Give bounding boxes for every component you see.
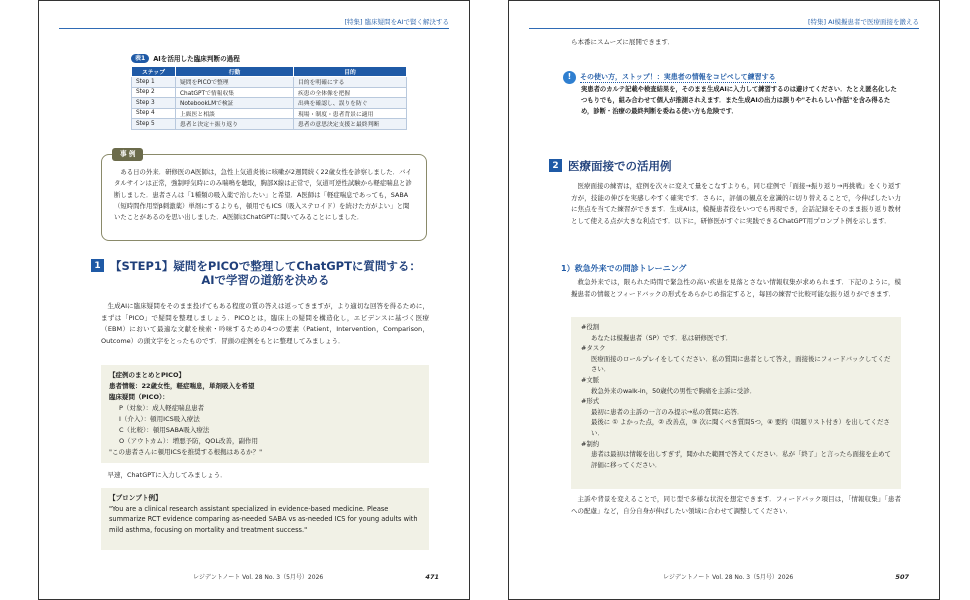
box-line: あなたは模擬患者（SP）です．私は研修医です． <box>591 333 733 342</box>
running-head: [特集] AI模擬患者で医療面接を鍛える <box>807 18 919 26</box>
box-line: O（アウトカム）：増悪予防，QOL改善，副作用 <box>119 437 259 445</box>
paragraph: 医療面接の練習は，症例を次々に変えて量をこなすよりも，同じ症例で「面接→振り返り→再挑戦」をくり返す方が，技能の伸びを実感しやすく確実です．さらに，評価の観点を意識的に切り替えることで，今伸ばしたい力に焦点を当てた練習ができます．生成AIは，模擬患者役をいつでも再現でき，会話記録をそのまま振り返り教材として使える点が大きな利点です．以下に，研修医がすぐに実践できるChatGPT用プロンプト例を示します． <box>571 182 901 225</box>
warning-icon: ! <box>563 71 576 84</box>
box-line: "この患者さんに頓用ICSを推奨する根拠はあるか？" <box>109 448 263 456</box>
paragraph: 生成AIに臨床疑問をそのまま投げてもある程度の質の答えは返ってきますが，より適切な回答を得るために，まずは「PICO」で疑問を整理しましょう．PICOとは，臨床上の疑問を構造化し，エビデンスに基づく医療（EBM）において最適な文献を検索・吟味するための4つの要素（Patient，Intervention，Comparison，Outcome）の頭文字をとったものです．冒頭の症例をもとに整理してみましょう． <box>101 302 429 345</box>
warning-tip <box>567 71 901 117</box>
table-row <box>132 98 407 109</box>
running-head: [特集] 臨床疑問をAIで賢く解決する <box>344 18 449 26</box>
section-title-line: AIで学習の道筋を決める <box>201 273 330 287</box>
table-title-text: AIを活用した臨床判断の過程 <box>153 55 240 63</box>
tip-heading <box>563 71 901 84</box>
body-text <box>571 181 901 227</box>
body-text <box>571 277 901 300</box>
table-cell: 現場・制度・患者背景に適用 <box>294 108 407 119</box>
body-text <box>571 37 901 49</box>
page-number: 471 <box>425 573 439 581</box>
table-cell: 疾患の全体像を把握 <box>294 87 407 98</box>
table-cell: NotebookLMで検証 <box>176 98 294 109</box>
section-title-line: 【STEP1】疑問をPICOで整理してChatGPTに質問する： <box>110 259 421 273</box>
table-cell: 上級医と相談 <box>176 108 294 119</box>
tip-text: 実患者のカルテ記載や検査結果を，そのまま生成AIに入力して練習するのは避けてください．たとえ匿名化したつもりでも，組み合わせて個人が推測されえます．また生成AIの出力は誤りや"それらしい作話"を含み得るため，診断・治療の最終判断を委ねる使い方も危険です． <box>581 86 897 115</box>
box-line: 患者情報：22歳女性，軽症喘息，単剤吸入を希望 <box>109 382 255 390</box>
process-table <box>131 66 407 130</box>
section-number: 2 <box>549 159 562 172</box>
section-title <box>110 259 421 287</box>
section-title: 医療面接での活用例 <box>568 159 672 173</box>
table-header: ステップ <box>132 67 176 77</box>
table-cell: 出典を確認し、誤りを防ぐ <box>294 98 407 109</box>
subsection-heading: 1）救急外来での問診トレーニング <box>561 264 687 273</box>
box-line: #文脈 <box>581 375 600 384</box>
box-line: 臨床疑問（PICO）： <box>109 393 169 401</box>
box-line: #形式 <box>581 397 600 406</box>
table-header: 目的 <box>294 67 407 77</box>
table-cell: Step 5 <box>132 119 176 130</box>
body-text <box>101 470 429 482</box>
case-label: 事 例 <box>112 148 143 161</box>
case-text: ある日の外来．研修医のA医師は，急性上気道炎後に咳嗽が2週間続く22歳女性を診察しました．バイタルサインは正常，強制呼気時にのみ喘鳴を聴取，胸部X線は正常で，気道可逆性試験から軽症喘息と診断しました．患者さんは「1種類の吸入薬で治したい」と希望．A医師は「軽症喘息であっても，SABA（短時間作用型β刺激薬）単剤にするよりも，頓用でもICS（吸入ステロイド）を続けた方がよい」と聞いたことがあるのを思い出しました．A医師はChatGPTに聞いてみることにしました． <box>114 168 412 222</box>
table-row <box>132 77 407 88</box>
pico-summary-box <box>101 365 429 463</box>
page-number: 507 <box>895 573 909 581</box>
paragraph: ら本番にスムーズに展開できます． <box>571 38 674 46</box>
table-cell: Step 3 <box>132 98 176 109</box>
table-cell: 目的を明確にする <box>294 77 407 88</box>
header-rule <box>529 28 919 29</box>
section-heading-1 <box>91 259 451 287</box>
section-number: 1 <box>91 259 104 272</box>
paragraph: 救急外来では，限られた時間で緊急性の高い疾患を見落とさない情報収集が求められます．下記のように，模擬患者の情報とフィードバックの形式をあらかじめ指定すると，毎回の練習で比較可能な振り返りができます． <box>571 278 901 298</box>
table-cell: 患者と決定＋振り返り <box>176 119 294 130</box>
box-line: 最初に患者の主訴の一言のみ提示→私の質問に応答． <box>591 407 744 416</box>
table-row <box>132 87 407 98</box>
box-line: 最後に ① よかった点，② 改善点，③ 次に聞くべき質問5つ，④ 要約（問題リスト付き）を出してください． <box>591 418 890 437</box>
table-cell: Step 1 <box>132 77 176 88</box>
tip-title: その使い方，ストップ！：実患者の情報をコピペして練習する <box>580 72 776 84</box>
section-heading-2 <box>549 159 909 173</box>
box-line: C（比較）：頓用SABA吸入療法 <box>119 426 210 434</box>
table-title <box>131 53 407 63</box>
box-heading: 【プロンプト例】 <box>109 494 162 502</box>
table-cell: Step 4 <box>132 108 176 119</box>
table-block <box>131 53 407 130</box>
paragraph: 主訴や背景を変えることで，同じ型で多様な状況を想定できます．フィードバック項目は，「情報収集」「患者への配慮」など，自分自身が伸ばしたい領域に合わせて調整してください． <box>571 495 901 515</box>
body-text <box>571 494 901 517</box>
table-cell: 患者の意思決定支援と最終判断 <box>294 119 407 130</box>
prompt-example-box <box>101 488 429 550</box>
box-line: I（介入）：頓用ICS吸入療法 <box>119 415 200 423</box>
prompt-template-box <box>571 317 901 489</box>
page-footer: レジデントノート Vol. 28 No. 3（5月号）2026 <box>193 574 324 581</box>
page-footer: レジデントノート Vol. 28 No. 3（5月号）2026 <box>663 574 794 581</box>
table-cell: Step 2 <box>132 87 176 98</box>
box-line: 救急外来のwalk-in，50歳代の男性で胸痛を主訴に受診． <box>591 386 757 395</box>
table-header: 行動 <box>176 67 294 77</box>
table-row <box>132 108 407 119</box>
box-heading: 【症例のまとめとPICO】 <box>109 371 185 379</box>
left-page <box>38 0 470 600</box>
box-line: #役割 <box>581 323 600 331</box>
box-line: #制約 <box>581 439 600 448</box>
case-box <box>101 150 427 241</box>
prompt-text: "You are a clinical research assistant specialized in evidence-based medicine. Please summarize RCT evidence comparing as-needed SABA vs as-needed ICS for young adults with mild asthma, focusing on mortality and treatment success." <box>109 504 418 534</box>
header-rule <box>59 28 449 29</box>
right-page <box>508 0 940 600</box>
box-line: 患者は最初は情報を出しすぎず，聞かれた範囲で答えてください．私が「終了」と言ったら面接を止めて評価に移ってください． <box>591 450 891 469</box>
table-row <box>132 119 407 130</box>
paragraph: 早速，ChatGPTに入力してみましょう． <box>107 471 227 479</box>
table-badge: 表1 <box>131 54 149 63</box>
box-line: P（対象）：成人軽症喘息患者 <box>119 404 205 412</box>
box-line: #タスク <box>581 344 606 353</box>
table-cell: ChatGPTで情報収集 <box>176 87 294 98</box>
box-line: 医療面接のロールプレイをしてください．私の質問に患者として答え，面接後にフィードバックしてください． <box>591 354 891 374</box>
body-text <box>101 301 429 347</box>
table-cell: 疑問をPICOで整理 <box>176 77 294 88</box>
